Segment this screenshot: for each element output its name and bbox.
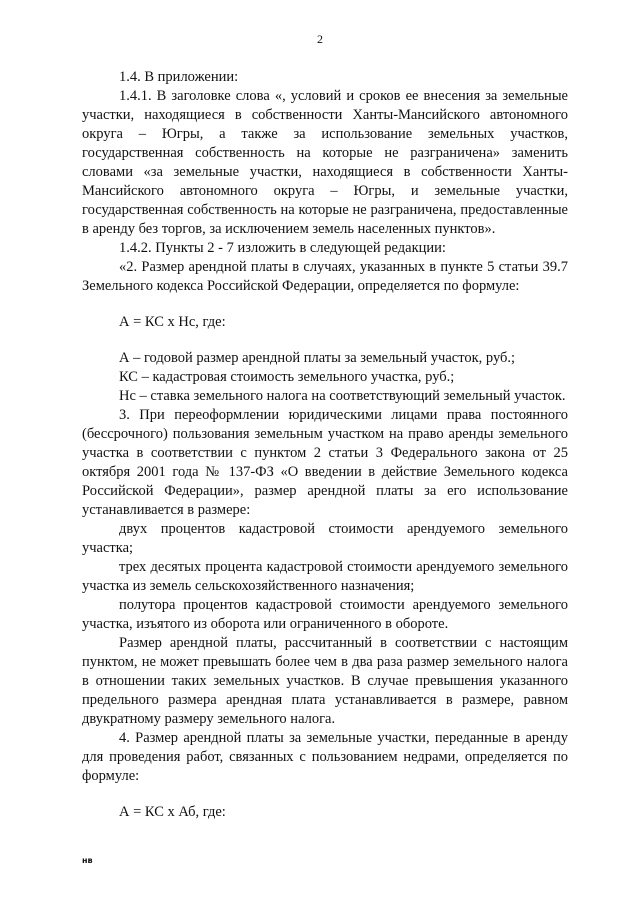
- paragraph-rate-one-and-half: полутора процентов кадастровой стоимости арендуемого земельного участка, изъятого из оборота или ограниченного в обороте.: [82, 597, 568, 632]
- formula-a-ks-ns: А = КС х Нс, где:: [119, 314, 226, 330]
- paragraph-rent-limit: Размер арендной платы, рассчитанный в соответствии с настоящим пунктом, не может превышать более чем в два раза размер земельного налога в отношении таких земельных участков. В случае превышения указанного предельного размера арендная плата устанавливается в размере, равном двукратному размеру земельного налога.: [82, 635, 568, 727]
- paragraph-item-4: 4. Размер арендной платы за земельные участки, переданные в аренду для проведения работ, связанных с пользованием недрами, определяется по формуле:: [82, 730, 568, 784]
- paragraph-1-4-1: 1.4.1. В заголовке слова «, условий и сроков ее внесения за земельные участки, находящиеся в собственности Ханты-Мансийского автономного округа – Югры, а также за использование земельных участков, государственная собственность на которые не разграничена» заменить словами «за земельные участки, находящиеся в собственности Ханты-Мансийского автономного округа – Югры, и земельные участки, государственная собственность на которые не разграничена, предоставленные в аренду без торгов, за исключением земель населенных пунктов».: [82, 88, 568, 237]
- paragraph-item-3: 3. При переоформлении юридическими лицами права постоянного (бессрочного) пользования земельным участком на право аренды земельного участка в соответствии с пунктом 2 статьи 3 Федерального закона от 25 октября 2001 года № 137-ФЗ «О введении в действие Земельного кодекса Российской Федерации», размер арендной платы за его использование устанавливается в размере:: [82, 407, 568, 518]
- footer-initials: нв: [82, 856, 93, 865]
- paragraph-rate-three-tenths: трех десятых процента кадастровой стоимости арендуемого земельного участка из земель сельскохозяйственного назначения;: [82, 559, 568, 594]
- definition-ns: Нс – ставка земельного налога на соответствующий земельный участок.: [119, 388, 566, 404]
- paragraph-rate-two-percent: двух процентов кадастровой стоимости арендуемого земельного участка;: [82, 521, 568, 556]
- paragraph-item-2: «2. Размер арендной платы в случаях, указанных в пункте 5 статьи 39.7 Земельного кодекса Российской Федерации, определяется по формуле:: [82, 259, 568, 294]
- paragraph-1-4: 1.4. В приложении:: [119, 69, 239, 85]
- definition-ks: КС – кадастровая стоимость земельного участка, руб.;: [119, 369, 455, 385]
- formula-a-ks-ab: А = КС х Аб, где:: [119, 804, 226, 820]
- page-number: 2: [317, 32, 323, 46]
- document-body: [82, 68, 568, 822]
- paragraph-1-4-2: 1.4.2. Пункты 2 - 7 изложить в следующей редакции:: [119, 240, 446, 256]
- definition-a: А – годовой размер арендной платы за земельный участок, руб.;: [119, 350, 516, 366]
